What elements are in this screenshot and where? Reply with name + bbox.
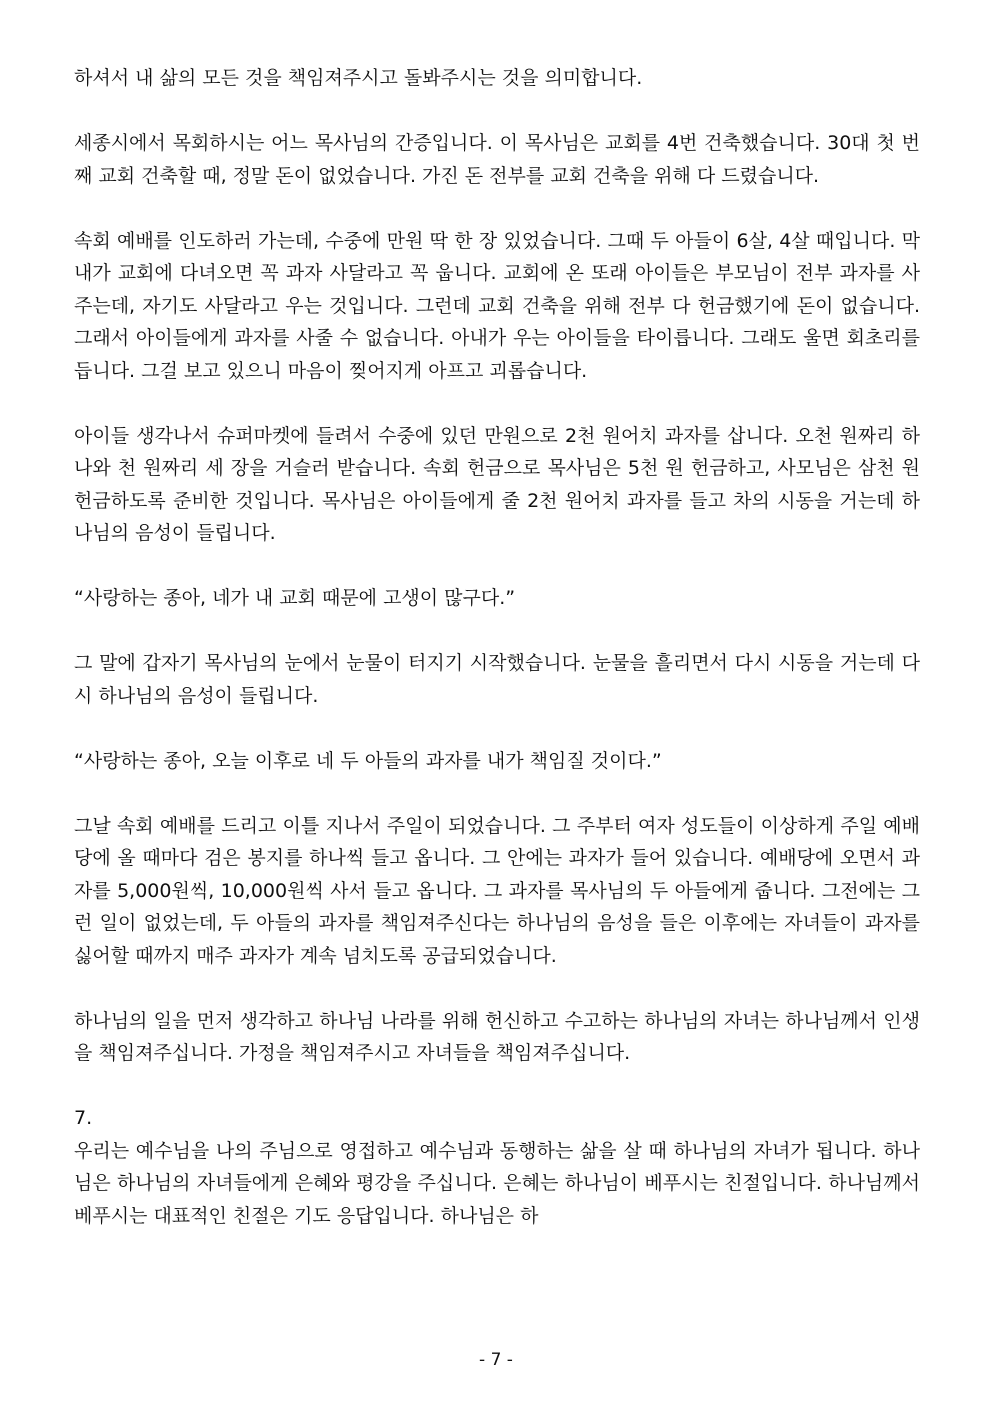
paragraph: 하나님의 일을 먼저 생각하고 하나님 나라를 위해 헌신하고 수고하는 하나님의 자녀는 하나님께서 인생을 책임져주십니다. 가정을 책임져주시고 자녀들을 책임져주십니다.: [74, 1009, 920, 1064]
quote-paragraph: “사랑하는 종아, 네가 내 교회 때문에 고생이 많구다.”: [74, 587, 516, 609]
paragraph: 세종시에서 목회하시는 어느 목사님의 간증입니다. 이 목사님은 교회를 4번 건축했습니다. 30대 첫 번째 교회 건축할 때, 정말 돈이 없었습니다. 가진 돈 전부를 교회 건축을 위해 다 드렸습니다.: [74, 132, 920, 187]
quote-paragraph: “사랑하는 종아, 오늘 이후로 네 두 아들의 과자를 내가 책임질 것이다.”: [74, 749, 662, 772]
paragraph: 아이들 생각나서 슈퍼마켓에 들려서 수중에 있던 만원으로 2천 원어치 과자를 삽니다. 오천 원짜리 하나와 천 원짜리 세 장을 거슬러 받습니다. 속회 헌금으로 목사님은 5천 원 헌금하고, 사모님은 삼천 원 헌금하도록 준비한 것입니다. 목사님은 아이들에게 줄 2천 원어치 과자를 들고 차의 시동을 거는데 하나님의 음성이 들립니다.: [74, 424, 920, 544]
page-number: - 7 -: [479, 1350, 513, 1370]
page-content: [74, 62, 920, 1232]
paragraph: 그날 속회 예배를 드리고 이틀 지나서 주일이 되었습니다. 그 주부터 여자 성도들이 이상하게 주일 예배당에 올 때마다 검은 봉지를 하나씩 들고 옵니다. 그 안에는 과자가 들어 있습니다. 예배당에 오면서 과자를 5,000원씩, 10,000원씩 사서 들고 옵니다. 그 과자를 목사님의 두 아들에게 줍니다. 그전에는 그런 일이 없었는데, 두 아들의 과자를 책임져주신다는 하나님의 음성을 들은 이후에는 자녀들이 과자를 싫어할 때까지 매주 과자가 계속 넘치도록 공급되었습니다.: [74, 814, 920, 967]
paragraph: 하셔서 내 삶의 모든 것을 책임져주시고 돌봐주시는 것을 의미합니다.: [74, 67, 643, 89]
paragraph: 속회 예배를 인도하러 가는데, 수중에 만원 딱 한 장 있었습니다. 그때 두 아들이 6살, 4살 때입니다. 막내가 교회에 다녀오면 꼭 과자 사달라고 꼭 웁니다. 교회에 온 또래 아이들은 부모님이 전부 과자를 사주는데, 자기도 사달라고 우는 것입니다. 그런데 교회 건축을 위해 전부 다 헌금했기에 돈이 없습니다. 그래서 아이들에게 과자를 사줄 수 없습니다. 아내가 우는 아이들을 타이릅니다. 그래도 울면 회초리를 듭니다. 그걸 보고 있으니 마음이 찢어지게 아프고 괴롭습니다.: [74, 229, 920, 382]
section-paragraph: 우리는 예수님을 나의 주님으로 영접하고 예수님과 동행하는 삶을 살 때 하나님의 자녀가 됩니다. 하나님은 하나님의 자녀들에게 은혜와 평강을 주십니다. 은혜는 하나님이 베푸시는 친절입니다. 하나님께서 베푸시는 대표적인 친절은 기도 응답입니다. 하나님은 하: [74, 1139, 920, 1227]
paragraph: 그 말에 갑자기 목사님의 눈에서 눈물이 터지기 시작했습니다. 눈물을 흘리면서 다시 시동을 거는데 다시 하나님의 음성이 들립니다.: [74, 652, 920, 707]
section-number: 7.: [74, 1107, 93, 1129]
